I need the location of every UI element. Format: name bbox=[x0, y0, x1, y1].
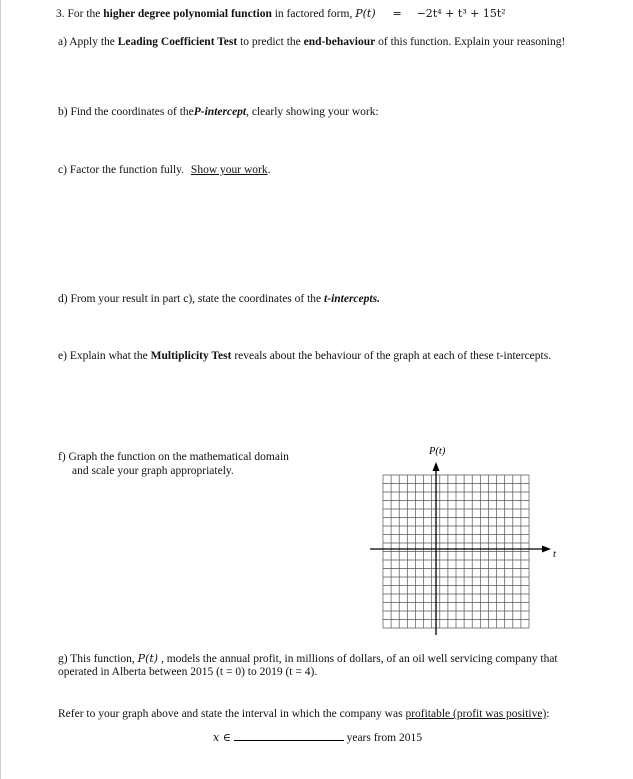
function-expression: −2t⁴ + t³ + 15t² bbox=[416, 7, 506, 20]
q3-intro-end: in factored form, bbox=[274, 8, 353, 20]
part-d bbox=[58, 293, 380, 305]
part-e bbox=[58, 350, 551, 362]
part-f-label: f) bbox=[58, 451, 66, 463]
refer-instruction bbox=[58, 708, 550, 720]
p-axis-arrow-icon bbox=[433, 462, 440, 471]
part-d-text: From your result in part c), state the coordinates of the bbox=[70, 293, 322, 305]
part-g-line2: operated in Alberta between 2015 (t = 0) to 2019 (t = 4). bbox=[58, 666, 318, 678]
part-e-text2: reveals about the behaviour of the graph at each of these t-intercepts. bbox=[234, 350, 552, 362]
part-b-bold: P-intercept bbox=[193, 106, 247, 118]
part-a bbox=[58, 36, 565, 48]
part-a-bold1: Leading Coefficient Test bbox=[117, 36, 238, 48]
part-f bbox=[58, 451, 289, 463]
grid-lines bbox=[383, 475, 529, 628]
part-e-bold: Multiplicity Test bbox=[150, 350, 232, 362]
part-c-label: c) bbox=[58, 164, 67, 176]
question-number: 3. bbox=[56, 8, 65, 20]
part-f-line2: and scale your graph appropriately. bbox=[72, 465, 234, 477]
answer-prefix: x ∈ bbox=[213, 731, 231, 744]
function-name: P(t) bbox=[355, 7, 376, 20]
refer-colon: : bbox=[546, 708, 550, 720]
q3-intro: For the bbox=[67, 8, 101, 20]
part-d-bold: t-intercepts. bbox=[324, 293, 380, 305]
part-f-continued bbox=[72, 465, 234, 477]
refer-underlined: profitable (profit was positive) bbox=[405, 708, 547, 720]
part-d-label: d) bbox=[58, 293, 68, 305]
question-3-header bbox=[56, 7, 506, 20]
q3-bold-term: higher degree polynomial function bbox=[103, 8, 272, 20]
t-axis-label: t bbox=[553, 549, 556, 560]
equals-sign: = bbox=[392, 7, 402, 20]
part-b-text1: Find the coordinates of the bbox=[70, 106, 194, 118]
answer-blank[interactable] bbox=[234, 729, 344, 741]
part-a-text3: of this function. Explain your reasoning! bbox=[378, 36, 566, 48]
part-g bbox=[58, 652, 558, 665]
part-a-text2: to predict the bbox=[240, 36, 301, 48]
coordinate-grid[interactable] bbox=[370, 445, 570, 645]
part-g-function: P(t) bbox=[137, 652, 159, 665]
part-b-text2: , clearly showing your work: bbox=[246, 106, 379, 118]
part-g-text1: This function, bbox=[70, 653, 135, 665]
t-axis-arrow-icon bbox=[542, 546, 551, 553]
part-a-text1: Apply the bbox=[69, 36, 115, 48]
part-g-text2: , models the annual profit, in millions of dollars, of an oil well servicing company that bbox=[160, 653, 558, 665]
part-c bbox=[58, 164, 270, 176]
part-a-label: a) bbox=[58, 36, 67, 48]
answer-suffix: years from 2015 bbox=[346, 732, 422, 744]
part-a-bold2: end-behaviour bbox=[303, 36, 376, 48]
part-b-label: b) bbox=[58, 106, 68, 118]
part-c-period: . bbox=[267, 164, 271, 176]
part-e-text1: Explain what the bbox=[69, 350, 148, 362]
part-c-underlined: Show your work bbox=[190, 164, 268, 176]
part-g-label: g) bbox=[58, 653, 68, 665]
part-e-label: e) bbox=[58, 350, 67, 362]
p-axis-label: P(t) bbox=[429, 446, 446, 457]
part-c-text1: Factor the function fully. bbox=[69, 164, 185, 176]
page-edge bbox=[0, 0, 1, 779]
refer-text: Refer to your graph above and state the interval in which the company was bbox=[58, 708, 403, 720]
part-g-continued bbox=[58, 666, 317, 678]
part-f-line1: Graph the function on the mathematical domain bbox=[68, 451, 289, 463]
part-b bbox=[58, 106, 379, 118]
answer-line bbox=[213, 729, 422, 744]
